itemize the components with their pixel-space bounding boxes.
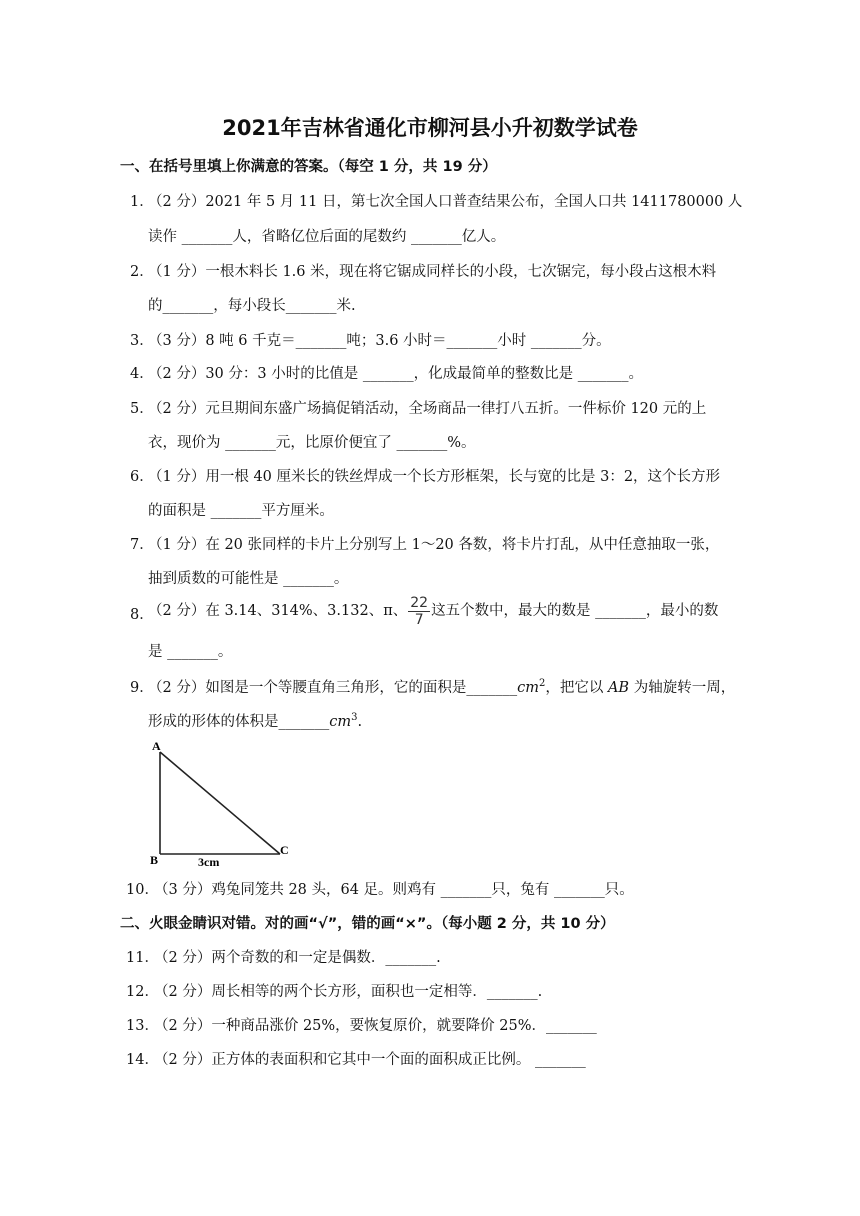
triangle-figure [146,738,296,868]
question-text: （2 分）周长相等的两个长方形，面积也一定相等．_______. [154,984,543,1000]
question-text-cont: 的面积是 _______平方厘米。 [148,503,334,519]
question-text-cont: 的_______，每小段长_______米. [148,298,356,314]
base-length-label: 3cm [198,855,220,868]
question-number: 6． [130,469,154,485]
question-number: 10． [126,882,159,898]
question-text: （3 分）8 吨 6 千克＝_______吨；3.6 小时＝_______小时 _______分。 [148,333,611,349]
vertex-b-label: B [150,853,159,867]
question-number: 9． [130,680,154,696]
question-number: 3． [130,333,154,349]
question-text-part: （2 分）如图是一个等腰直角三角形，它的面积是_______ [148,680,518,696]
question-text-cont: 衣，现价为 _______元，比原价便宜了 _______%。 [148,435,476,451]
question-text-part: 形成的形体的体积是_______ [148,714,330,730]
question-text: （2 分）两个奇数的和一定是偶数．_______. [154,950,441,966]
question-text [148,594,718,628]
question-number: 4． [130,366,154,382]
question-number: 5． [130,401,154,417]
side-ac [160,752,280,854]
question-text-part: ，把它以 [545,680,608,696]
question-text: （2 分）一种商品涨价 25%，要恢复原价，就要降价 25%．_______ [154,1018,597,1034]
question-number: 2． [130,264,154,280]
question-number: 14． [126,1052,159,1068]
vertex-a-label: A [152,739,161,753]
question-text: （1 分）一根木料长 1.6 米，现在将它锯成同样长的小段，七次锯完，每小段占这根木料 [148,264,717,280]
question-number: 1． [130,194,154,210]
question-number: 7． [130,537,154,553]
page-title: 2021年吉林省通化市柳河县小升初数学试卷 [222,116,638,140]
fraction-denominator: 7 [414,611,424,628]
question-text-part: （2 分）在 3.14、314%、3.132、π、 [148,603,408,619]
question-text-cont: 抽到质数的可能性是 _______。 [148,571,349,587]
question-text-cont: 是 _______。 [148,644,233,660]
question-text-part: . [357,714,363,730]
section-heading-2: 二、火眼金睛识对错。对的画“√”，错的画“×”。（每小题 2 分，共 10 分） [120,916,615,932]
question-text: （2 分）30 分：3 小时的比值是 _______，化成最简单的整数比是 _______。 [148,366,643,382]
question-text-cont: 读作 _______人，省略亿位后面的尾数约 _______亿人。 [148,229,506,245]
question-number: 13． [126,1018,159,1034]
question-text: （1 分）在 20 张同样的卡片上分别写上 1～20 各数，将卡片打乱，从中任意抽取一张， [148,537,720,553]
question-text: （3 分）鸡兔同笼共 28 头，64 足。则鸡有 _______只，兔有 _______只。 [154,882,634,898]
question-text: （1 分）用一根 40 厘米长的铁丝焊成一个长方形框架，长与宽的比是 3：2，这个长方形 [148,469,721,485]
unit-exponent: 2 [538,678,546,690]
axis-label: AB [607,680,630,696]
unit-cm: cm [517,680,539,696]
question-number: 8． [130,607,154,623]
section-heading-1: 一、在括号里填上你满意的答案。（每空 1 分，共 19 分） [120,159,497,175]
question-text: （2 分）元旦期间东盛广场搞促销活动，全场商品一律打八五折。一件标价 120 元的上 [148,401,707,417]
question-text-cont [148,710,362,731]
vertex-c-label: C [280,843,289,857]
fraction [408,596,430,627]
question-number: 11． [126,950,159,966]
question-text: （2 分）正方体的表面积和它其中一个面的面积成正比例。 _______ [154,1052,586,1068]
question-text-part: 这五个数中，最大的数是 _______，最小的数 [431,603,719,619]
unit-exponent: 3 [351,712,358,724]
unit-cm: cm [329,714,352,730]
question-text [148,676,735,697]
question-text: （2 分）2021 年 5 月 11 日，第七次全国人口普查结果公布，全国人口共 1411780000 人 [148,194,743,210]
question-text-part: 为轴旋转一周， [629,680,736,696]
question-number: 12． [126,984,159,1000]
fraction-numerator: 22 [410,594,429,611]
